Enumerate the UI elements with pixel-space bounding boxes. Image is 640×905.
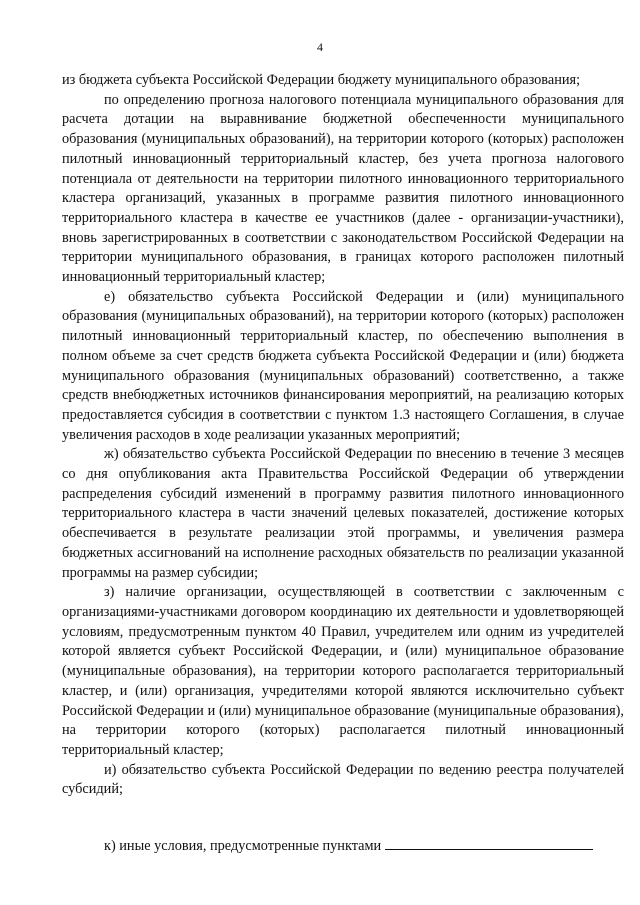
paragraph-item-k bbox=[62, 835, 624, 857]
paragraph-continuation: из бюджета субъекта Российской Федерации бюджету муниципального образования; bbox=[62, 72, 581, 88]
spacer bbox=[62, 800, 624, 835]
page-number: 4 bbox=[317, 40, 323, 54]
fill-in-blank-line bbox=[385, 835, 593, 850]
paragraph-item-i: и) обязательство субъекта Российской Федерации по ведению реестра получателей субсидий; bbox=[62, 761, 624, 798]
paragraph-item-z: з) наличие организации, осуществляющей в соответствии с заключенным с организациями-участниками договором координацию их деятельности и удовлетворяющей условиям, предусмотренным пунктом 40 Правил, учредителем или одним из учредителей которой является субъект Российской Федерации, и (или) муниципальное образование (муниципальные образования), на территории которого располагается территориальный кластер, и (или) организация, учредителями которой являются исключительно субъект Российской Федерации и (или) муниципальное образование (муниципальные образования), на территории которого (которых) располагается пилотный инновационный территориальный кластер; bbox=[62, 584, 624, 758]
paragraph-item-zh: ж) обязательство субъекта Российской Федерации по внесению в течение 3 месяцев со дня опубликования акта Правительства Российской Федерации об утверждении распределения субсидий изменений в программу развития пилотного инновационного территориального кластера в части значений целевых показателей, достижение которых обеспечивается в результате реализации этой программы, и увеличения размера бюджетных ассигнований на исполнение расходных обязательств по реализации указанной программы на размер субсидии; bbox=[62, 446, 624, 581]
item-k-text: к) иные условия, предусмотренные пунктами bbox=[104, 838, 382, 855]
document-body bbox=[62, 71, 624, 857]
paragraph-item-e: е) обязательство субъекта Российской Федерации и (или) муниципального образования (муниципальных образований), на территории которого (которых) расположен пилотный инновационный территориальный кластер, по обеспечению выполнения в полном объеме за счет средств бюджета субъекта Российской Федерации и (или) бюджета муниципального образования (муниципальных образований) соответственно, а также средств внебюджетных источников финансирования мероприятий, на реализацию которых предоставляется субсидия в соответствии с пунктом 1.3 настоящего Соглашения, в случае увеличения расходов в ходе реализации указанных мероприятий; bbox=[62, 288, 624, 443]
paragraph-tax-potential: по определению прогноза налогового потенциала муниципального образования для расчета дотации на выравнивание бюджетной обеспеченности муниципального образования (муниципальных образований), на территории которого (которых) расположен пилотный инновационный территориальный кластер, без учета прогноза налогового потенциала от деятельности на территории пилотного инновационного территориального кластера организаций, указанных в программе развития пилотного инновационного территориального кластера в качестве ее участников (далее - организации-участники), вновь зарегистрированных в соответствии с законодательством Российской Федерации на территории муниципального образования, в границах которого расположен пилотный инновационный территориальный кластер; bbox=[62, 91, 624, 286]
